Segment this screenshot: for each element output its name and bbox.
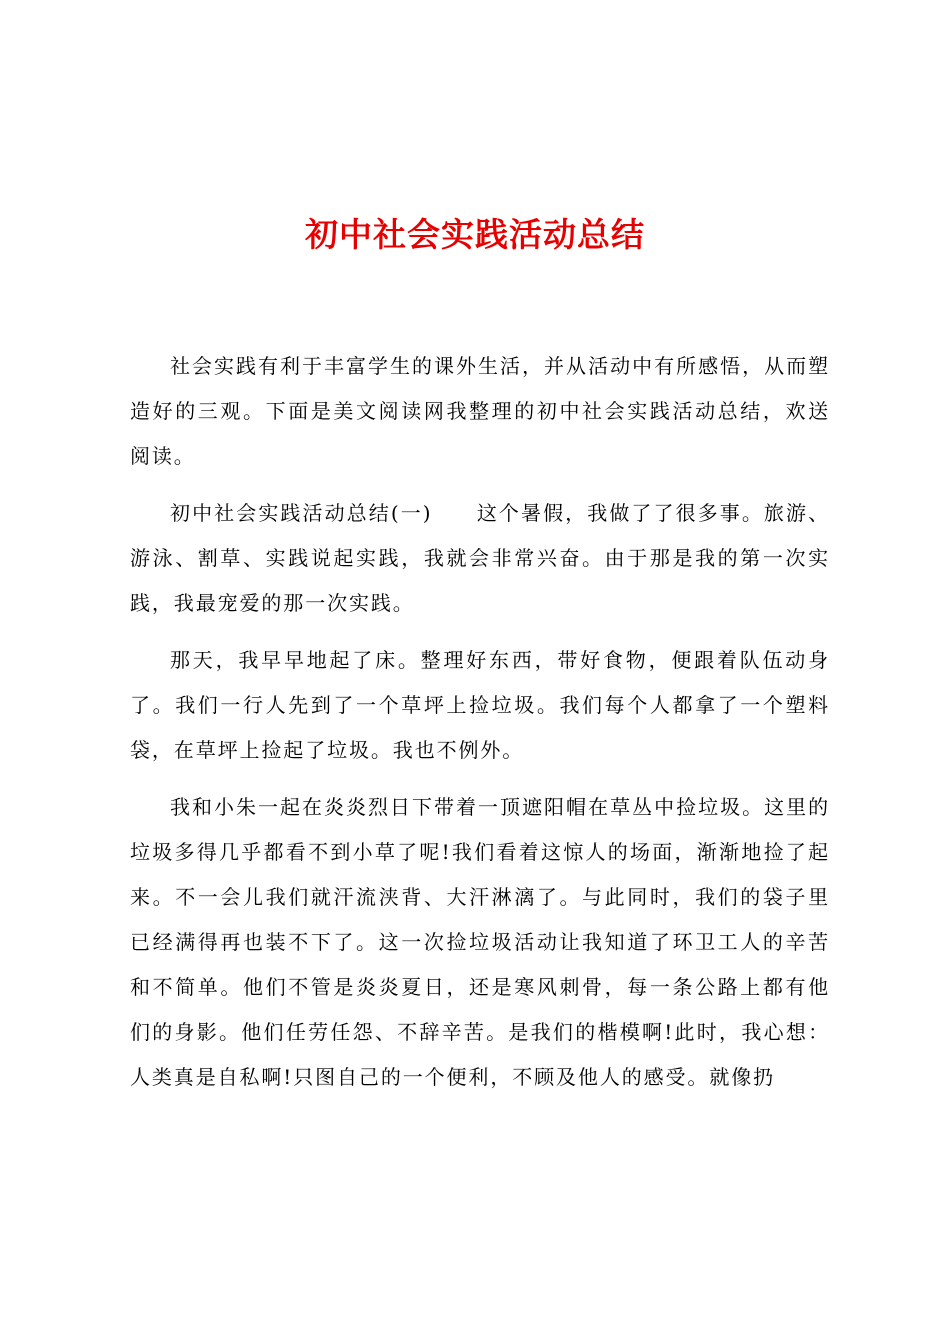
paragraph-garbage-pickup: 我和小朱一起在炎炎烈日下带着一顶遮阳帽在草丛中捡垃圾。这里的垃圾多得几乎都看不到小草了呢!我们看着这惊人的场面，渐渐地捡了起来。不一会儿我们就汗流浃背、大汗淋漓了。与此同时，我们的袋子里已经满得再也装不下了。这一次捡垃圾活动让我知道了环卫工人的辛苦和不简单。他们不管是炎炎夏日，还是寒风刺骨，每一条公路上都有他们的身影。他们任劳任怨、不辞辛苦。是我们的楷模啊!此时，我心想：人类真是自私啊!只图自己的一个便利，不顾及他人的感受。就像扔 [130,795,830,1089]
paragraph-intro: 社会实践有利于丰富学生的课外生活，并从活动中有所感悟，从而塑造好的三观。下面是美文阅读网我整理的初中社会实践活动总结，欢送阅读。 [130,354,830,468]
paragraph-morning: 那天，我早早地起了床。整理好东西，带好食物，便跟着队伍动身了。我们一行人先到了一个草坪上捡垃圾。我们每个人都拿了一个塑料袋，在草坪上捡起了垃圾。我也不例外。 [130,648,830,762]
paragraph-summary-one: 初中社会实践活动总结(一) 这个暑假，我做了了很多事。旅游、游泳、割草、实践说起实践，我就会非常兴奋。由于那是我的第一次实践，我最宠爱的那一次实践。 [130,501,830,615]
document-title: 初中社会实践活动总结 [305,215,645,254]
document-body [130,344,830,1112]
